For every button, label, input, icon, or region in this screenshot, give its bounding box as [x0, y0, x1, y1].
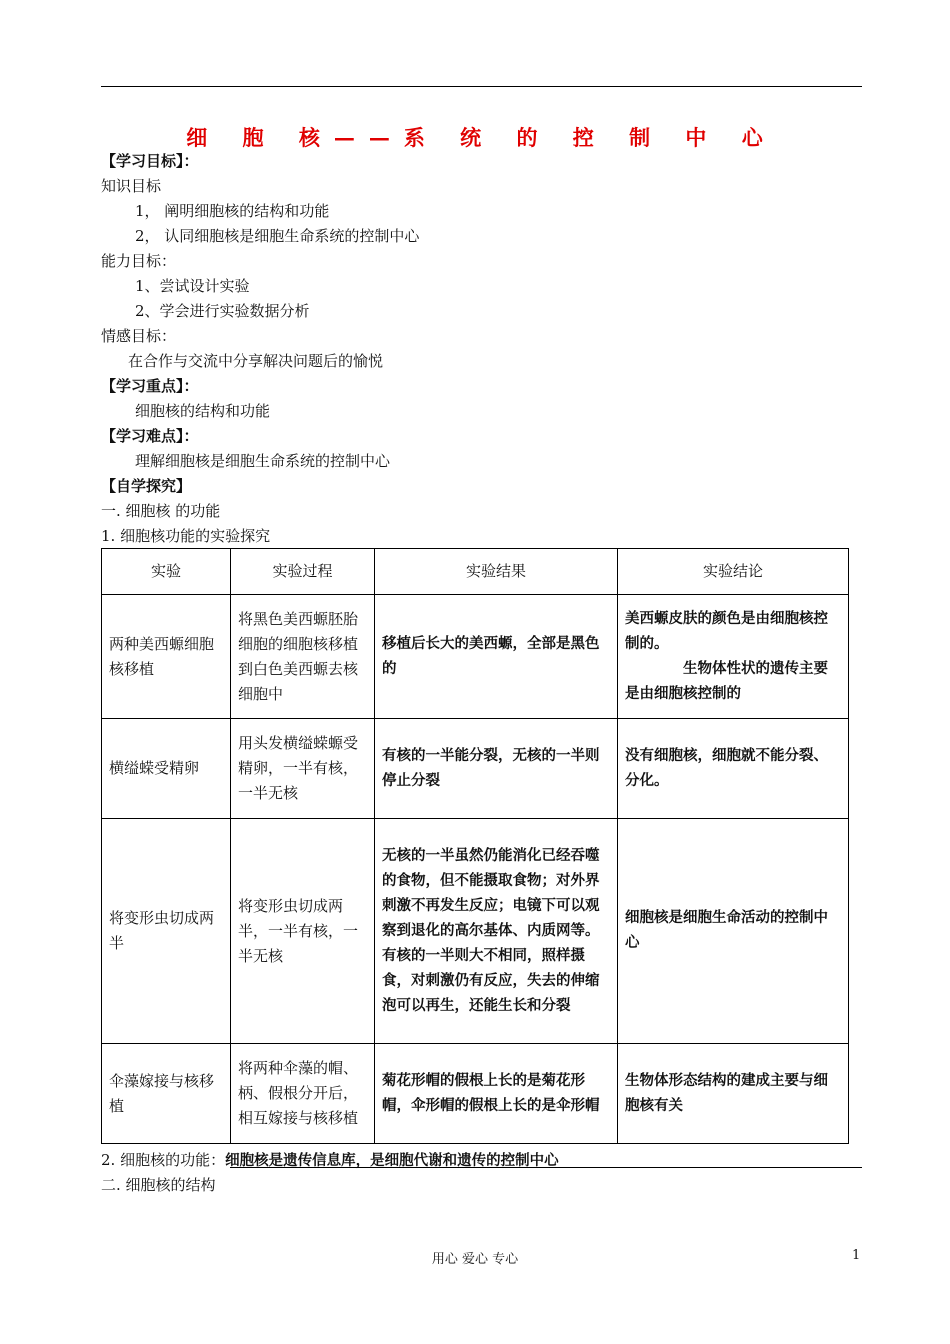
answer-underline [230, 1167, 862, 1168]
header-experiment: 实验 [102, 549, 231, 595]
cell-experiment: 伞藻嫁接与核移植 [102, 1044, 231, 1144]
cell-conclusion: 生物体形态结构的建成主要与细胞核有关 [618, 1044, 849, 1144]
cell-conclusion [618, 595, 849, 719]
emotion-text: 在合作与交流中分享解决问题后的愉悦 [128, 352, 384, 370]
experiment-table [101, 548, 849, 1144]
footer-text: 用心 爱心 专心 [431, 1252, 519, 1267]
cell-process: 将黑色美西螈胚胎细胞的细胞核移植到白色美西螈去核细胞中 [231, 595, 375, 719]
cell-result: 菊花形帽的假根上长的是菊花形帽，伞形帽的假根上长的是伞形帽 [375, 1044, 618, 1144]
section-2-title: 二. 细胞核的结构 [101, 1176, 216, 1194]
table-row [102, 595, 849, 719]
table-row [102, 719, 849, 819]
ability-item-2: 2、学会进行实验数据分析 [135, 302, 310, 320]
header-rule [101, 86, 862, 87]
knowledge-item-2: 2， 认同细胞核是细胞生命系统的控制中心 [135, 227, 420, 245]
conclusion-part-b: 生物体性状的遗传主要是由细胞核控制的 [625, 660, 828, 702]
cell-result: 有核的一半能分裂，无核的一半则停止分裂 [375, 719, 618, 819]
table-row [102, 1044, 849, 1144]
ability-item-1: 1、尝试设计实验 [135, 277, 250, 295]
section-1-title: 一. 细胞核 的功能 [101, 502, 221, 520]
header-conclusion: 实验结论 [618, 549, 849, 595]
knowledge-label: 知识目标 [101, 177, 162, 195]
cell-experiment: 横缢蝾受精卵 [102, 719, 231, 819]
header-process: 实验过程 [231, 549, 375, 595]
cell-conclusion: 细胞核是细胞生命活动的控制中心 [618, 819, 849, 1044]
page-title: 细 胞 核——系 统 的 控 制 中 心 [186, 125, 777, 150]
difficulty-text: 理解细胞核是细胞生命系统的控制中心 [135, 452, 391, 470]
conclusion-part-a: 美西螈皮肤的颜色是由细胞核控制的。 [625, 610, 828, 652]
self-study-heading: 【自学探究】 [101, 477, 192, 495]
cell-conclusion: 没有细胞核，细胞就不能分裂、分化。 [618, 719, 849, 819]
knowledge-item-1: 1， 阐明细胞核的结构和功能 [135, 202, 330, 220]
table-header-row [102, 549, 849, 595]
key-point-heading: 【学习重点】： [101, 377, 199, 395]
function-line [101, 1149, 559, 1172]
cell-process: 用头发横缢蝾螈受精卵，一半有核，一半无核 [231, 719, 375, 819]
page-number: 1 [852, 1248, 861, 1263]
cell-process: 将变形虫切成两半，一半有核，一半无核 [231, 819, 375, 1044]
header-result: 实验结果 [375, 549, 618, 595]
difficulty-heading: 【学习难点】： [101, 427, 199, 445]
key-point-text: 细胞核的结构和功能 [135, 402, 271, 420]
cell-process: 将两种伞藻的帽、柄、假根分开后，相互嫁接与核移植 [231, 1044, 375, 1144]
cell-experiment: 将变形虫切成两半 [102, 819, 231, 1044]
function-answer: 细胞核是遗传信息库，是细胞代谢和遗传的控制中心 [225, 1153, 559, 1169]
emotion-label: 情感目标： [101, 327, 177, 345]
objectives-heading: 【学习目标】： [101, 152, 199, 170]
cell-result: 无核的一半虽然仍能消化已经吞噬的食物，但不能摄取食物；对外界刺激不再发生反应；电镜下可以观察到退化的高尔基体、内质网等。有核的一半则大不相同，照样摄食，对刺激仍有反应，失去的伸缩泡可以再生，还能生长和分裂 [375, 819, 618, 1044]
function-label: 2. 细胞核的功能： [101, 1151, 226, 1169]
cell-result: 移植后长大的美西螈，全部是黑色的 [375, 595, 618, 719]
cell-experiment: 两种美西螈细胞核移植 [102, 595, 231, 719]
subsection-1-title: 1. 细胞核功能的实验探究 [101, 527, 271, 545]
table-row [102, 819, 849, 1044]
ability-label: 能力目标： [101, 252, 177, 270]
